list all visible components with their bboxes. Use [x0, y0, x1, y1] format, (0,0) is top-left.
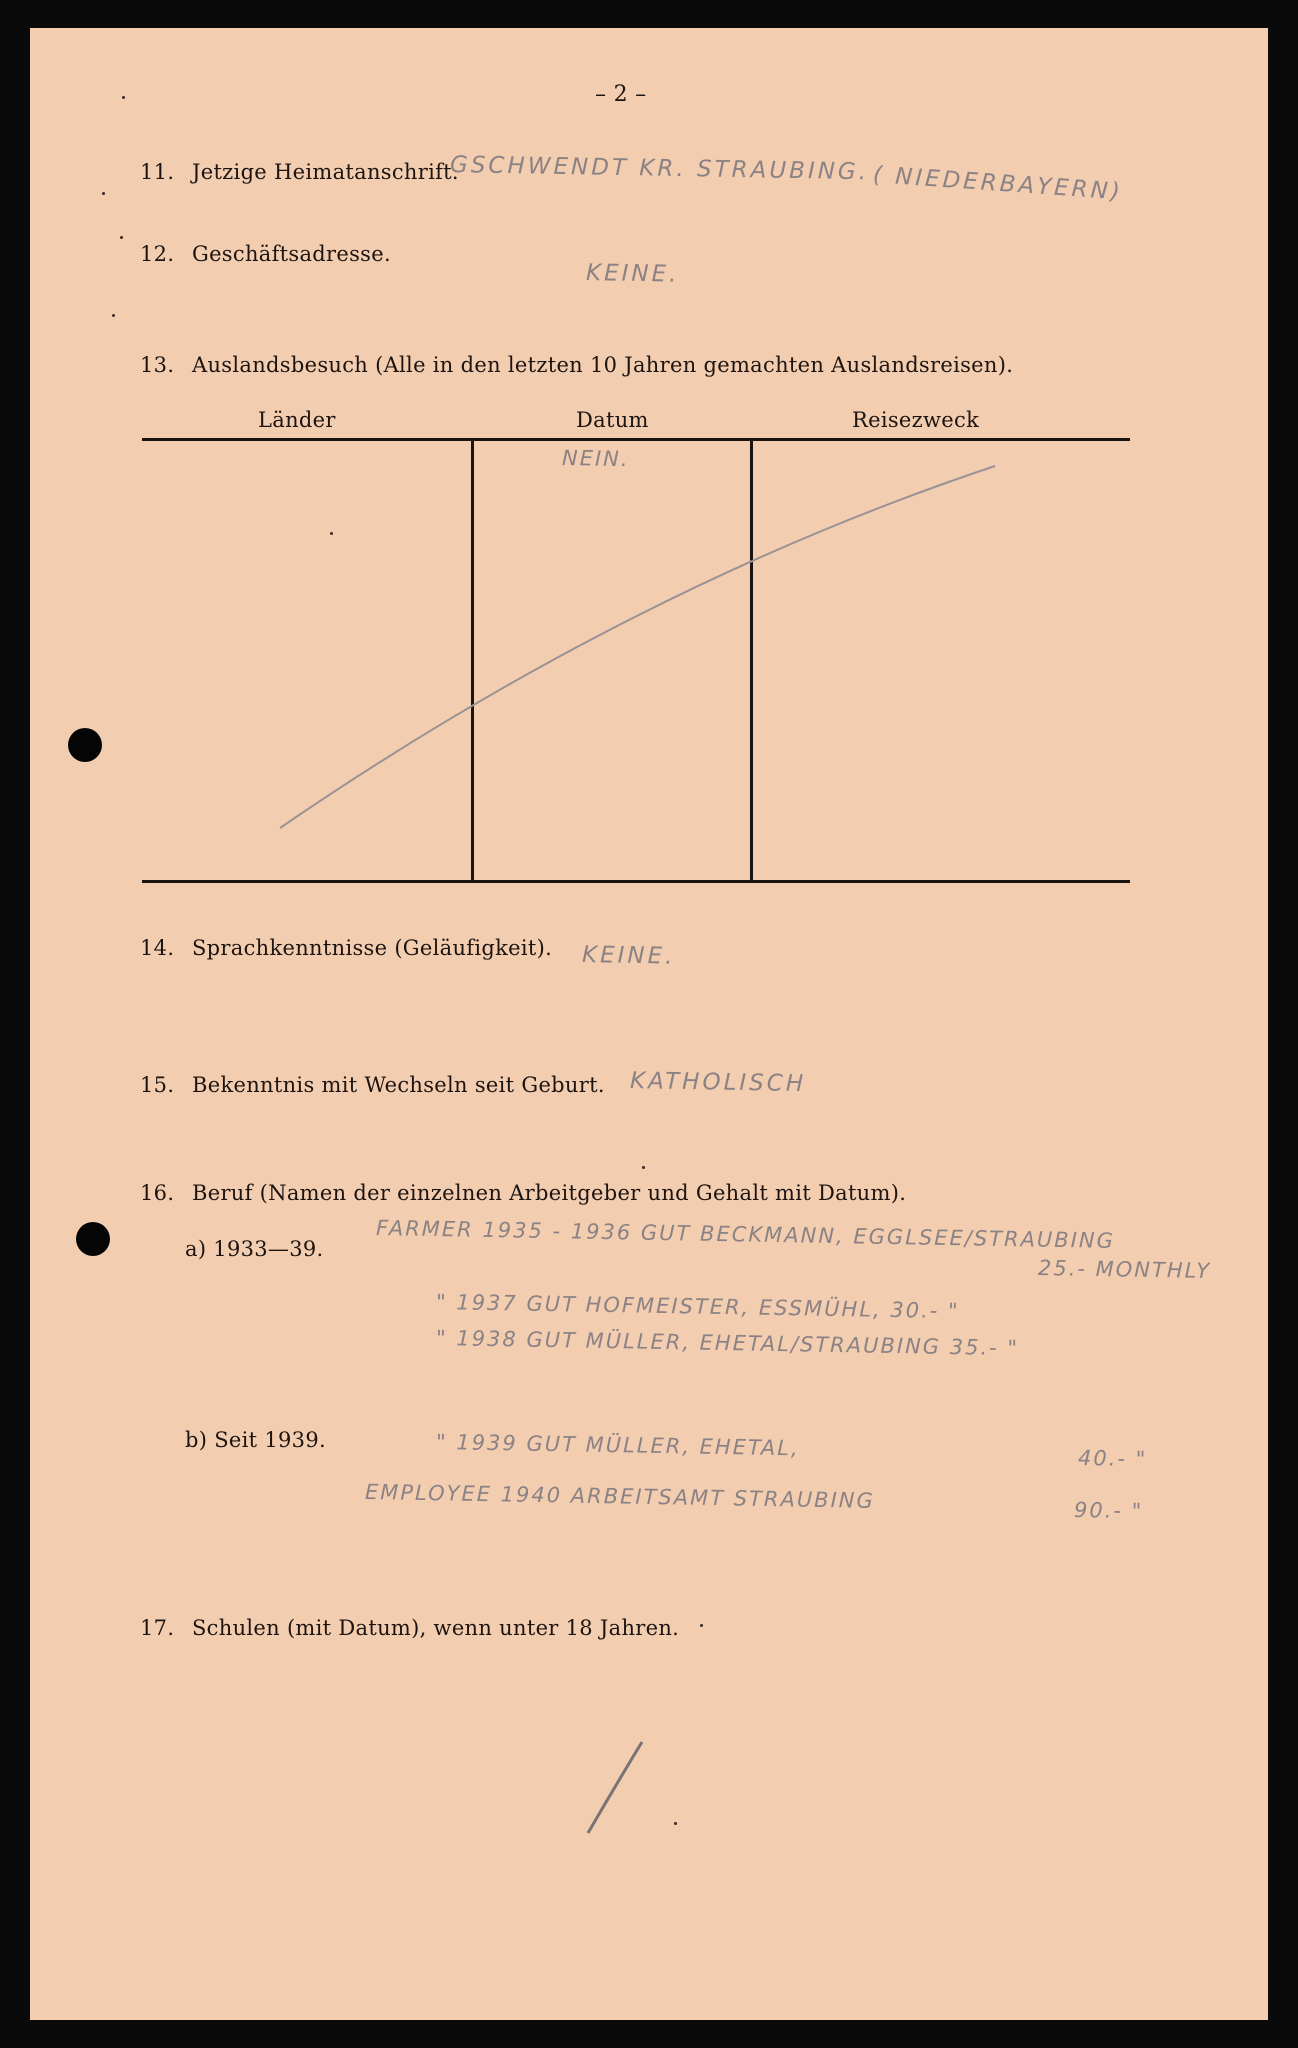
- item-15-number: 15.: [140, 1073, 175, 1097]
- item-16-number: 16.: [140, 1181, 175, 1205]
- item-16b-line-1: " 1939 GUT MÜLLER, EHETAL,: [435, 1430, 800, 1461]
- item-16a-line-2: 25.- MONTHLY: [1037, 1256, 1212, 1284]
- speck: [120, 236, 123, 239]
- item-16a-line-3: " 1937 GUT HOFMEISTER, ESSMÜHL, 30.- ": [435, 1290, 960, 1324]
- speck: [674, 1822, 677, 1825]
- speck: [112, 314, 115, 317]
- item-16a-label: a) 1933—39.: [185, 1237, 324, 1261]
- item-11-answer-region: ( NIEDERBAYERN): [872, 162, 1124, 206]
- col-header-datum: Datum: [576, 408, 649, 432]
- item-12-label: Geschäftsadresse.: [192, 242, 391, 266]
- item-15-answer: KATHOLISCH: [629, 1068, 807, 1098]
- document-page: [30, 28, 1268, 2020]
- item-13-number: 13.: [140, 353, 175, 377]
- item-16b-line-3: EMPLOYEE 1940 ARBEITSAMT STRAUBING: [364, 1480, 875, 1513]
- table-divider-2: [750, 441, 753, 881]
- item-11-label: Jetzige Heimatanschrift.: [192, 160, 459, 184]
- strike-through-line: [30, 28, 1268, 2020]
- item-16-label: Beruf (Namen der einzelnen Arbeitgeber und Gehalt mit Datum).: [192, 1181, 907, 1205]
- table-top-rule: [142, 438, 1130, 441]
- col-header-reisezweck: Reisezweck: [852, 408, 980, 432]
- item-14-label: Sprachkenntnisse (Geläufigkeit).: [192, 936, 553, 960]
- speck: [102, 192, 105, 195]
- speck: [330, 532, 333, 535]
- table-bottom-rule: [142, 880, 1130, 883]
- speck: [700, 1624, 703, 1627]
- speck: [122, 96, 125, 99]
- item-17-number: 17.: [140, 1616, 175, 1640]
- item-16a-line-4: " 1938 GUT MÜLLER, EHETAL/STRAUBING 35.- ": [435, 1326, 1020, 1361]
- item-13-label: Auslandsbesuch (Alle in den letzten 10 Jahren gemachten Auslandsreisen).: [192, 353, 1014, 377]
- item-16a-line-1: FARMER 1935 - 1936 GUT BECKMANN, EGGLSEE/STRAUBING: [375, 1216, 1116, 1253]
- item-11-answer: GSCHWENDT KR. STRAUBING.: [449, 152, 870, 186]
- item-11-number: 11.: [140, 160, 175, 184]
- item-14-answer: KEINE.: [581, 942, 676, 970]
- item-17-label: Schulen (mit Datum), wenn unter 18 Jahren.: [192, 1616, 680, 1640]
- page-number: – 2 –: [595, 82, 647, 107]
- item-16b-label: b) Seit 1939.: [185, 1428, 326, 1452]
- table-divider-1: [471, 441, 474, 881]
- punch-hole-bottom: [76, 1222, 110, 1256]
- item-13-answer: NEIN.: [561, 446, 630, 472]
- item-12-answer: KEINE.: [585, 260, 680, 288]
- col-header-laender: Länder: [258, 408, 336, 432]
- item-14-number: 14.: [140, 936, 175, 960]
- speck: [642, 1166, 645, 1169]
- item-16b-line-4: 90.- ": [1073, 1498, 1144, 1524]
- item-12-number: 12.: [140, 242, 175, 266]
- pencil-mark: [580, 1738, 660, 1838]
- punch-hole-top: [68, 728, 102, 762]
- item-16b-line-2: 40.- ": [1077, 1446, 1148, 1472]
- item-15-label: Bekenntnis mit Wechseln seit Geburt.: [192, 1073, 605, 1097]
